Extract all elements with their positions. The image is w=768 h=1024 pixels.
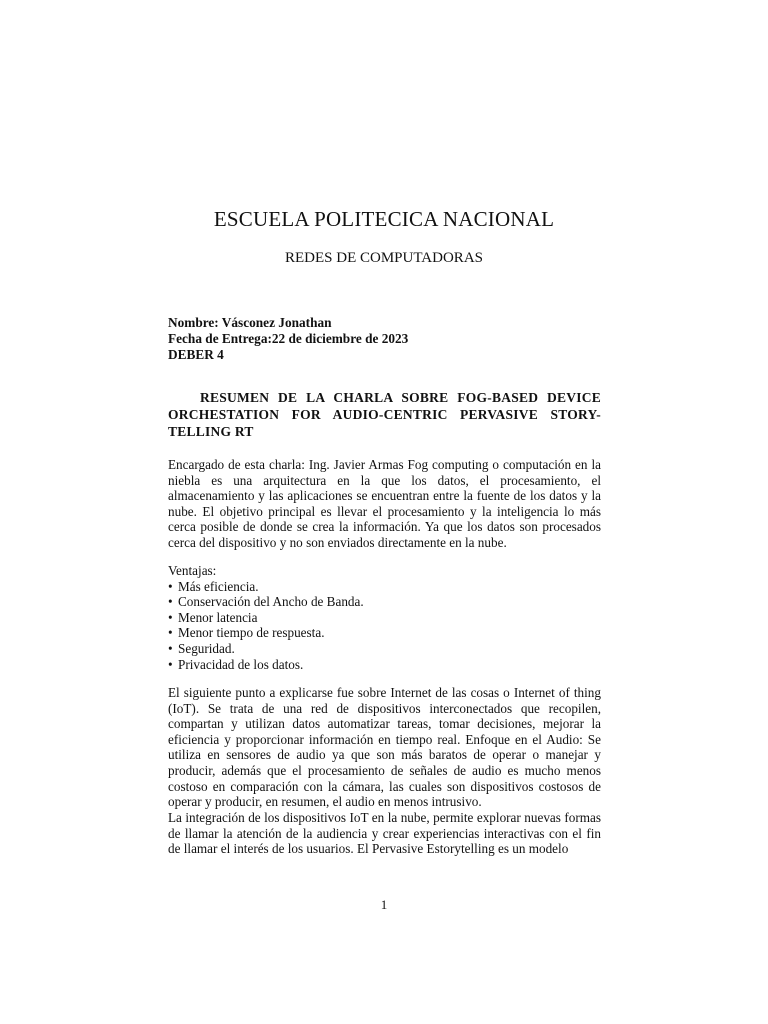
advantages-label: Ventajas: [168, 563, 217, 578]
list-item: • Menor tiempo de respuesta. [168, 625, 325, 641]
paragraph-intro: Encargado de esta charla: Ing. Javier Armas Fog computing o computación en la niebla es una arquitectura en la que los datos, el procesamiento, el almacenamiento y las aplicaciones se encuentran entre la fuente de los datos y la nube. El objetivo principal es llevar el procesamiento y la inteligencia lo más cerca posible de donde se crea la información. Ya que los datos son procesados cerca del dispositivo y no son enviados directamente en la nube. [168, 457, 601, 550]
student-name: Nombre: Vásconez Jonathan [168, 315, 332, 330]
page-number: 1 [380, 897, 388, 912]
delivery-date: Fecha de Entrega:22 de diciembre de 2023 [168, 331, 409, 346]
list-item: • Seguridad. [168, 640, 235, 656]
list-item: • Privacidad de los datos. [168, 656, 304, 672]
student-info [168, 315, 608, 363]
list-item: • Menor latencia [168, 609, 258, 625]
advantages-section [168, 563, 601, 672]
document-subtitle: REDES DE COMPUTADORAS [285, 250, 483, 266]
list-item: • Conservación del Ancho de Banda. [168, 594, 364, 610]
advantages-list [168, 579, 601, 673]
list-item: • Más eficiencia. [168, 578, 259, 594]
paragraph-iot: El siguiente punto a explicarse fue sobre Internet de las cosas o Internet of thing (IoT). Se trata de una red de dispositivos interconectados que recopilen, compartan y utilizan datos automatizar tareas, tomar decisiones, mejorar la eficiencia y proporcionar información en tiempo real. Enfoque en el Audio: Se utiliza en sensores de audio ya que son más baratos de operar o manejar y producir, además que el procesamiento de señales de audio es mucho menos costoso en comparación con la cámara, las cuales son dispositivos costosos de operar y producir, en resumen, el audio en menos intrusivo. [168, 685, 601, 810]
paragraph-storytelling: La integración de los dispositivos IoT en la nube, permite explorar nuevas formas de llamar la atención de la audiencia y crear experiencias interactivas con el fin de llamar el interés de los usuarios. El Pervasive Estorytelling es un modelo [168, 810, 601, 857]
section-heading: RESUMEN DE LA CHARLA SOBRE FOG-BASED DEVICE ORCHESTATION FOR AUDIO-CENTRIC PERVASIVE STORY-TELLING RT [168, 390, 601, 439]
document-title: ESCUELA POLITECICA NACIONAL [213, 207, 555, 231]
assignment-label: DEBER 4 [168, 347, 224, 362]
